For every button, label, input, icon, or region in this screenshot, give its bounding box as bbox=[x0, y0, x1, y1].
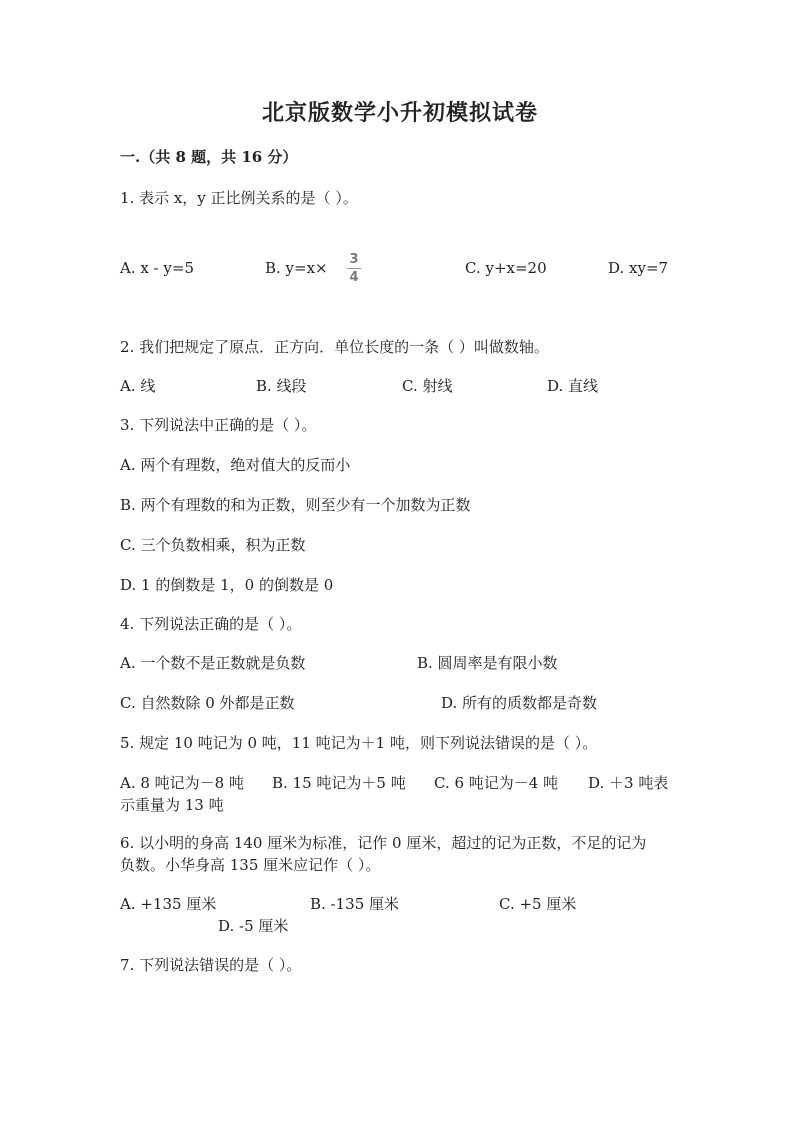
fraction-denominator: 4 bbox=[349, 270, 359, 285]
question-4-option-d: D. 所有的质数都是奇数 bbox=[441, 694, 598, 712]
question-5-option-d: D. ＋3 吨表 bbox=[588, 774, 669, 792]
question-3-option-d: D. 1 的倒数是 1，0 的倒数是 0 bbox=[120, 576, 334, 594]
question-5-option-b: B. 15 吨记为＋5 吨 bbox=[272, 774, 406, 792]
question-7-stem: 7. 下列说法错误的是（ ）。 bbox=[120, 956, 302, 974]
question-3-stem: 3. 下列说法中正确的是（ ）。 bbox=[120, 416, 317, 434]
question-1-option-b: B. y=x× bbox=[265, 259, 328, 277]
question-1-option-d: D. xy=7 bbox=[608, 259, 669, 277]
question-4-option-a: A. 一个数不是正数就是负数 bbox=[120, 654, 306, 672]
question-5-option-c: C. 6 吨记为－4 吨 bbox=[434, 774, 559, 792]
question-4-stem: 4. 下列说法正确的是（ ）。 bbox=[120, 615, 302, 633]
question-4-option-c: C. 自然数除 0 外都是正数 bbox=[120, 694, 295, 712]
question-6-option-c: C. +5 厘米 bbox=[499, 895, 577, 913]
section-heading: 一.（共 8 题，共 16 分） bbox=[120, 148, 298, 166]
question-6-stem-line-2: 负数。小华身高 135 厘米应记作（ ）。 bbox=[120, 856, 381, 874]
question-2-option-a: A. 线 bbox=[120, 377, 156, 395]
question-1-option-a: A. x - y=5 bbox=[120, 259, 195, 277]
question-2-option-b: B. 线段 bbox=[256, 377, 307, 395]
question-2-option-d: D. 直线 bbox=[547, 377, 599, 395]
question-1-stem: 1. 表示 x，y 正比例关系的是（ ）。 bbox=[120, 189, 358, 207]
question-4-option-b: B. 圆周率是有限小数 bbox=[417, 654, 558, 672]
question-5-option-d-continued: 示重量为 13 吨 bbox=[120, 796, 224, 814]
question-3-option-c: C. 三个负数相乘，积为正数 bbox=[120, 536, 306, 554]
question-2-stem: 2. 我们把规定了原点．正方向．单位长度的一条（ ）叫做数轴。 bbox=[120, 338, 549, 356]
question-6-stem-line-1: 6. 以小明的身高 140 厘米为标准，记作 0 厘米，超过的记为正数，不足的记为 bbox=[120, 834, 647, 852]
question-6-option-d: D. -5 厘米 bbox=[218, 917, 289, 935]
question-5-stem: 5. 规定 10 吨记为 0 吨，11 吨记为＋1 吨，则下列说法错误的是（ ）。 bbox=[120, 734, 598, 752]
question-6-option-b: B. -135 厘米 bbox=[310, 895, 400, 913]
fraction-numerator: 3 bbox=[349, 252, 359, 267]
question-2-option-c: C. 射线 bbox=[402, 377, 453, 395]
question-3-option-a: A. 两个有理数，绝对值大的反而小 bbox=[120, 456, 351, 474]
question-1-option-c: C. y+x=20 bbox=[465, 259, 547, 277]
question-6-option-a: A. +135 厘米 bbox=[120, 895, 217, 913]
question-3-option-b: B. 两个有理数的和为正数，则至少有一个加数为正数 bbox=[120, 496, 471, 514]
fraction-bar bbox=[347, 268, 361, 269]
page-title: 北京版数学小升初模拟试卷 bbox=[261, 100, 538, 126]
fraction-three-quarters bbox=[347, 252, 361, 285]
question-5-option-a: A. 8 吨记为－8 吨 bbox=[120, 774, 244, 792]
